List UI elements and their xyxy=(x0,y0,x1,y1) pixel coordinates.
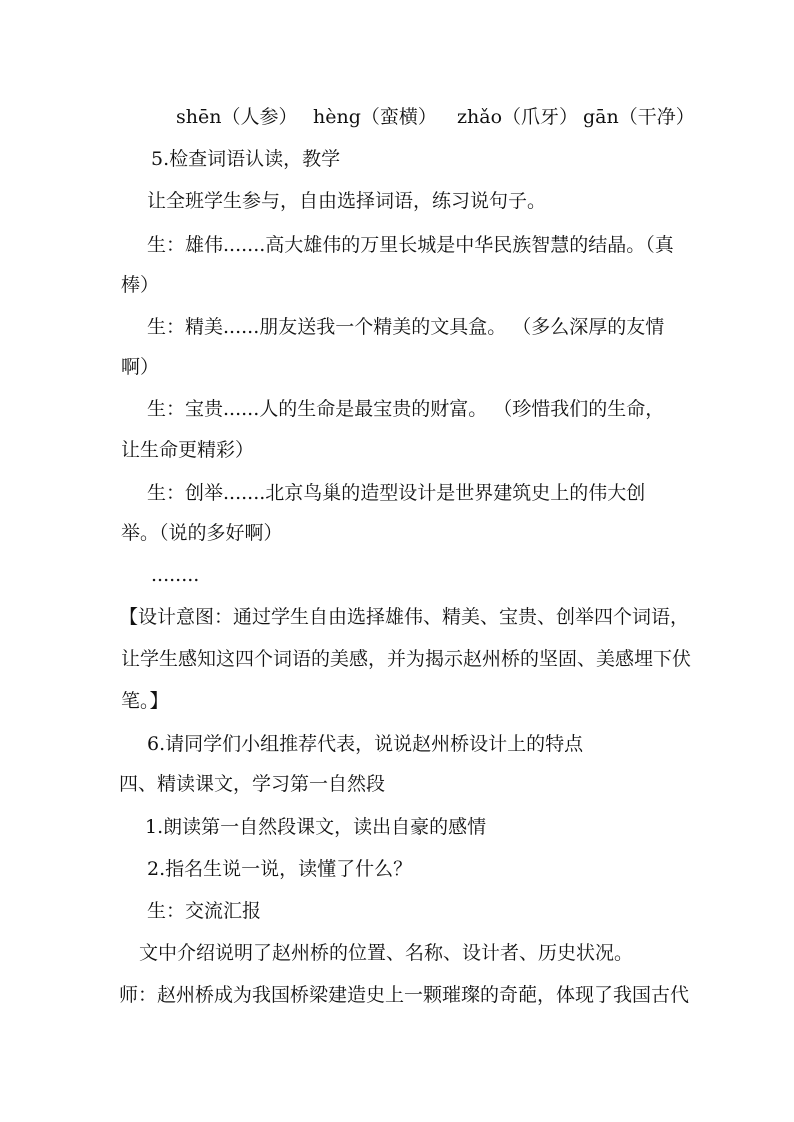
design-intent-line: 让学生感知这四个词语的美感，并为揭示赵州桥的坚固、美感埋下伏 xyxy=(121,648,692,670)
part4-summary: 文中介绍说明了赵州桥的位置、名称、设计者、历史状况。 xyxy=(139,942,634,964)
dialog-line: 让生命更精彩） xyxy=(121,439,255,461)
part4-item: 1.朗读第一自然段课文，读出自豪的感情 xyxy=(145,816,487,838)
dialog-line: 生：雄伟.......高大雄伟的万里长城是中华民族智慧的结晶。（真 xyxy=(147,234,674,256)
ellipsis: ........ xyxy=(151,564,200,586)
part4-item: 2.指名生说一说，读懂了什么？ xyxy=(147,858,413,880)
design-intent-line: 【设计意图：通过学生自由选择雄伟、精美、宝贵、创举四个词语， xyxy=(119,606,690,628)
pinyin-item: gān（干净） xyxy=(583,106,695,128)
section5-intro: 让全班学生参与，自由选择词语，练习说句子。 xyxy=(147,190,547,212)
part4-teacher: 师：赵州桥成为我国桥梁建造史上一颗璀璨的奇葩，体现了我国古代 xyxy=(119,984,690,1006)
dialog-line: 举。（说的多好啊） xyxy=(121,522,283,544)
pinyin-item: hèng（蛮横） xyxy=(313,106,437,128)
dialog-line: 棒） xyxy=(121,274,160,296)
section6-text: 6.请同学们小组推荐代表，说说赵州桥设计上的特点 xyxy=(147,733,584,755)
dialog-line: 生：精美......朋友送我一个精美的文具盒。 （多么深厚的友情 xyxy=(147,316,665,338)
dialog-line: 生：创举.......北京鸟巢的造型设计是世界建筑史上的伟大创 xyxy=(147,482,646,504)
part4-student: 生：交流汇报 xyxy=(147,900,262,922)
pinyin-item: shēn（人参） xyxy=(176,106,298,128)
part4-heading: 四、精读课文，学习第一自然段 xyxy=(119,773,386,795)
design-intent-line: 笔。】 xyxy=(121,690,169,712)
section5-heading: 5.检查词语认读，教学 xyxy=(151,148,341,170)
pinyin-item: zhǎo（爪牙） xyxy=(457,106,579,128)
dialog-line: 啊） xyxy=(121,356,160,378)
dialog-line: 生：宝贵......人的生命是最宝贵的财富。 （珍惜我们的生命， xyxy=(147,398,665,420)
